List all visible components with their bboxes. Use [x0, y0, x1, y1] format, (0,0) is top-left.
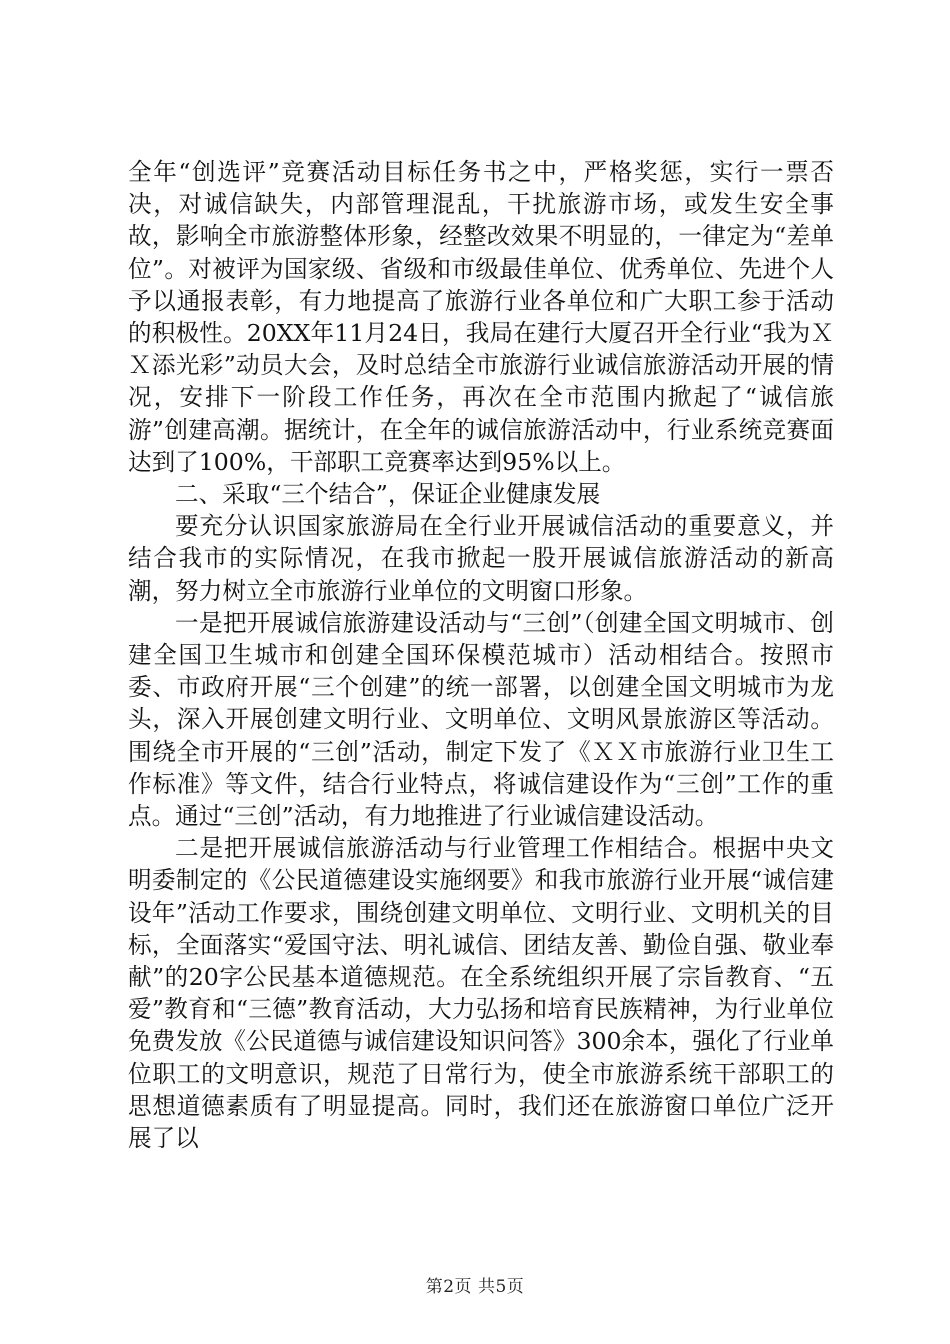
paragraph-5: 二是把开展诚信旅游活动与行业管理工作相结合。根据中央文明委制定的《公民道德建设实施纲要》和我市旅游行业开展“诚信建设年”活动工作要求，围绕创建文明单位、文明行业、文明机关的目标，全面落实“爱国守法、明礼诚信、团结友善、勤俭自强、敬业奉献”的20字公民基本道德规范。在全系统组织开展了宗旨教育、“五爱”教育和“三德”教育活动，大力弘扬和培育民族精神，为行业单位免费发放《公民道德与诚信建设知识问答》300余本，强化了行业单位职工的文明意识，规范了日常行为，使全市旅游系统干部职工的思想道德素质有了明显提高。同时，我们还在旅游窗口单位广泛开展了以 [128, 834, 834, 1153]
paragraph-3: 要充分认识国家旅游局在全行业开展诚信活动的重要意义，并结合我市的实际情况，在我市掀起一股开展诚信旅游活动的新高潮，努力树立全市旅游行业单位的文明窗口形象。 [128, 512, 834, 605]
paragraph-4: 一是把开展诚信旅游建设活动与“三创”（创建全国文明城市、创建全国卫生城市和创建全国环保模范城市）活动相结合。按照市委、市政府开展“三个创建”的统一部署，以创建全国文明城市为龙头，深入开展创建文明行业、文明单位、文明风景旅游区等活动。围绕全市开展的“三创”活动，制定下发了《ＸＸ市旅游行业卫生工作标准》等文件，结合行业特点，将诚信建设作为“三创”工作的重点。通过“三创”活动，有力地推进了行业诚信建设活动。 [128, 608, 834, 831]
section-heading-2: 二、采取“三个结合”，保证企业健康发展 [175, 480, 601, 509]
document-body [128, 156, 834, 1154]
page-number-footer: 第2页 共5页 [425, 1277, 525, 1297]
paragraph-1: 全年“创选评”竞赛活动目标任务书之中，严格奖惩，实行一票否决，对诚信缺失，内部管理混乱，干扰旅游市场，或发生安全事故，影响全市旅游整体形象，经整改效果不明显的，一律定为“差单位”。对被评为国家级、省级和市级最佳单位、优秀单位、先进个人予以通报表彰，有力地提高了旅游行业各单位和广大职工参于活动的积极性。20XX年11月24日，我局在建行大厦召开全行业“我为ＸＸ添光彩”动员大会，及时总结全市旅游行业诚信旅游活动开展的情况，安排下一阶段工作任务，再次在全市范围内掀起了“诚信旅游”创建高潮。据统计，在全年的诚信旅游活动中，行业系统竞赛面达到了100%，干部职工竞赛率达到95%以上。 [128, 158, 834, 476]
